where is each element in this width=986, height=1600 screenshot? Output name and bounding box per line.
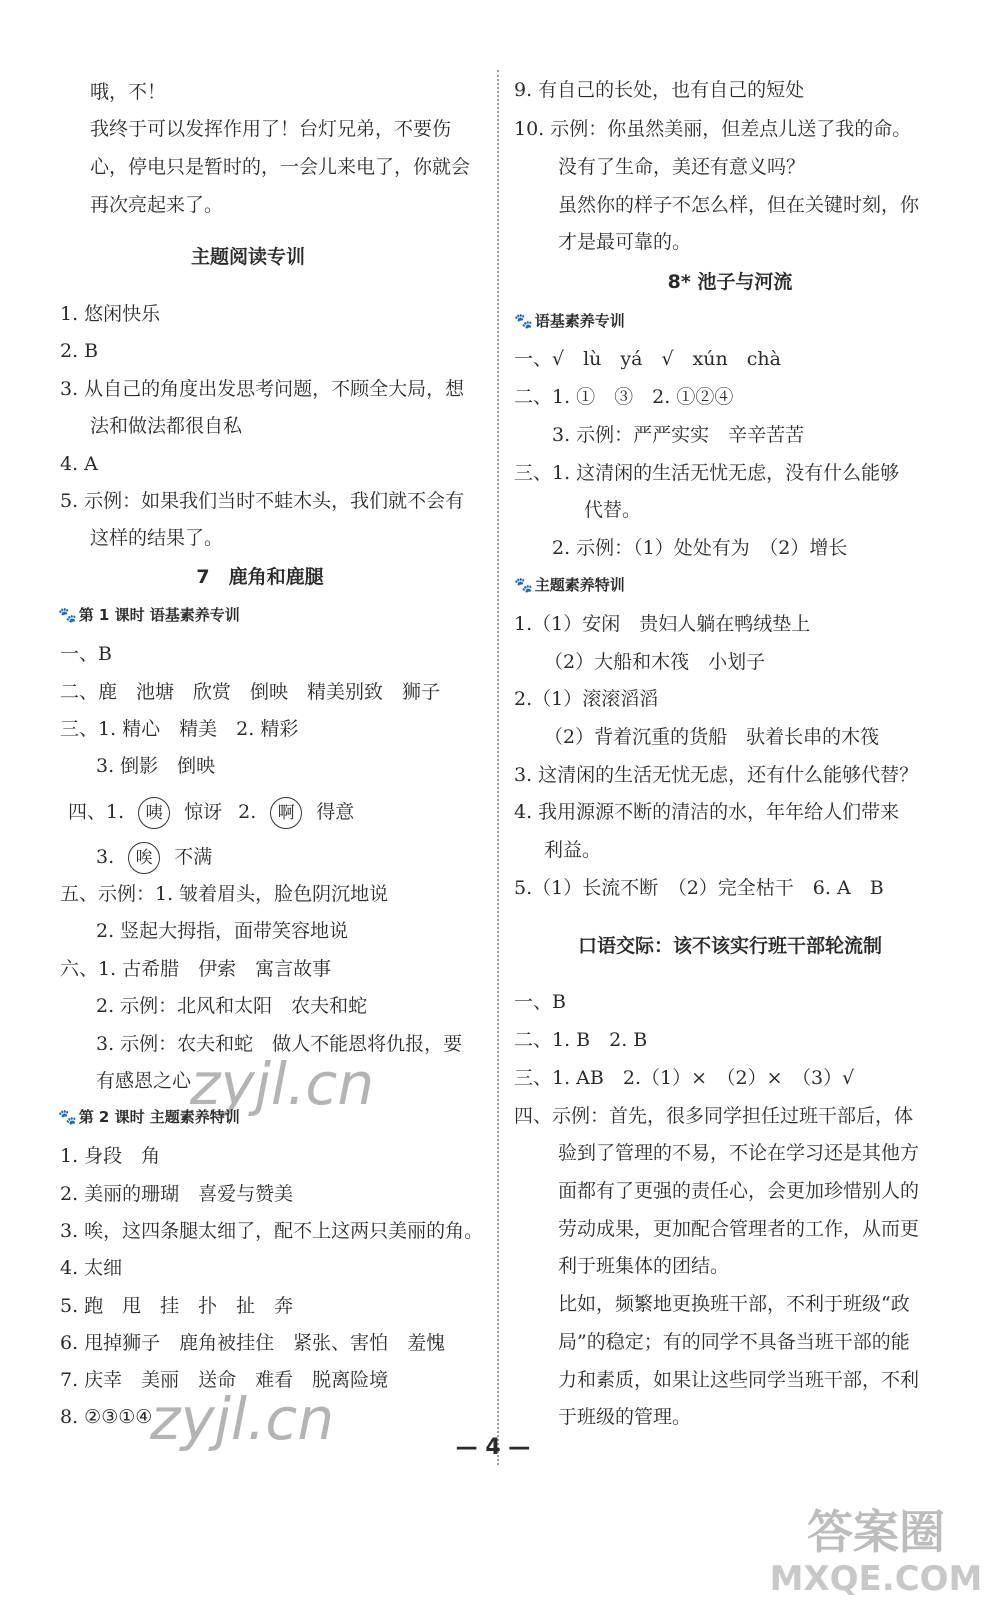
answer-line-circled <box>88 842 220 874</box>
answer-line: 10. 示例：你虽然美丽，但差点儿送了我的命。 <box>514 118 912 140</box>
answer-line: 有感恩之心 <box>96 1070 192 1092</box>
answer-line: 2. 美丽的珊瑚 喜爱与赞美 <box>60 1183 294 1205</box>
answer-line: 代替。 <box>584 499 642 521</box>
answer-line-circled <box>60 797 362 829</box>
answer-line: 9. 有自己的长处，也有自己的短处 <box>514 79 805 101</box>
answer-line: 3. 从自己的角度出发思考问题，不顾全大局，想 <box>60 378 465 400</box>
section-title: 主题阅读专训 <box>190 246 305 268</box>
answer-line: 2. 竖起大拇指，面带笑容地说 <box>96 920 349 942</box>
answer-line: 验到了管理的不易，不论在学习还是其他方 <box>558 1142 920 1164</box>
answer-line: 三、1. 精心 精美 2. 精彩 <box>60 718 299 740</box>
section-subtitle-text: 第 2 课时 主题素养特训 <box>78 1108 240 1126</box>
answer-line: 才是最可靠的。 <box>558 231 692 253</box>
answer-line: 3. 示例：农夫和蛇 做人不能恩将仇报，要 <box>96 1033 463 1055</box>
answer-line: 1. 悠闲快乐 <box>60 303 161 325</box>
answer-text: 四、1. <box>68 801 125 823</box>
answer-text: 不满 <box>174 846 213 868</box>
answer-line: 利于班集体的团结。 <box>558 1255 730 1277</box>
watermark-2: zyjl.cn <box>150 1385 335 1453</box>
answer-line: 一、B <box>60 643 112 665</box>
answer-line: 心，停电只是暂时的，一会儿来电了，你就会 <box>90 156 471 178</box>
answer-line: 4. A <box>60 453 98 475</box>
answer-line: 一、B <box>514 991 566 1013</box>
answer-circle-logo <box>770 1490 982 1598</box>
answer-line: 3. 示例：严严实实 辛辛苦苦 <box>552 424 805 446</box>
answer-line: 6. 甩掉狮子 鹿角被挂住 紧张、害怕 羞愧 <box>60 1332 446 1354</box>
circled-character: 咦 <box>138 797 170 829</box>
answer-line: 劳动成果，更加配合管理者的工作，从而更 <box>558 1218 920 1240</box>
column-divider <box>497 70 499 1465</box>
answer-line: 7. 庆幸 美丽 送命 难看 脱离险境 <box>60 1369 389 1391</box>
answer-line: 1. 身段 角 <box>60 1145 161 1167</box>
logo-text-en: MXQE.COM <box>770 1559 982 1598</box>
answer-line: 4. 我用源源不断的清洁的水，年年给人们带来 <box>514 801 900 823</box>
answer-line: 再次亮起来了。 <box>90 194 224 216</box>
paw-icon: 🐾 <box>58 1108 77 1126</box>
paw-icon: 🐾 <box>58 606 77 624</box>
answer-line: 二、1. ① ③ 2. ①②④ <box>514 386 734 408</box>
paw-icon: 🐾 <box>514 312 533 330</box>
answer-line: 虽然你的样子不怎么样，但在关键时刻，你 <box>558 194 920 216</box>
answer-line: 三、1. AB 2.（1）× （2）× （3）√ <box>514 1067 855 1089</box>
paw-icon: 🐾 <box>514 576 533 594</box>
answer-line: 2. 示例：（1）处处有为 （2）增长 <box>552 537 848 559</box>
answer-line: 4. 太细 <box>60 1257 123 1279</box>
section-subtitle-text: 第 1 课时 语基素养专训 <box>78 606 240 624</box>
answer-line: 哦，不！ <box>90 81 167 103</box>
answer-line: 3. 唉，这四条腿太细了，配不上这两只美丽的角。 <box>60 1220 484 1242</box>
circled-character: 啊 <box>270 797 302 829</box>
circled-character: 唉 <box>128 842 160 874</box>
answer-line: （2）背着沉重的货船 驮着长串的木筏 <box>544 726 880 748</box>
answer-line: 三、1. 这清闲的生活无忧无虑，没有什么能够 <box>514 462 900 484</box>
watermark-1: zyjl.cn <box>190 1050 375 1118</box>
answer-line: 5.（1）长流不断 （2）完全枯干 6. A B <box>514 877 884 899</box>
answer-line: 二、1. B 2. B <box>514 1029 648 1051</box>
answer-line: 二、鹿 池塘 欣赏 倒映 精美别致 狮子 <box>60 681 441 703</box>
answer-line: 力和素质，如果让这些同学当班干部，不利 <box>558 1369 920 1391</box>
answer-line: 我终于可以发挥作用了！台灯兄弟，不要伤 <box>90 118 452 140</box>
answer-line: 2. B <box>60 340 99 362</box>
answer-line: 四、示例：首先，很多同学担任过班干部后，体 <box>514 1105 914 1127</box>
answer-line: 2.（1）滚滚滔滔 <box>514 688 659 710</box>
answer-line: （2）大船和木筏 小划子 <box>544 651 766 673</box>
section-title: 口语交际：该不该实行班干部轮流制 <box>577 935 882 957</box>
section-title: 8* 池子与河流 <box>667 271 793 293</box>
answer-line: 六、1. 古希腊 伊索 寓言故事 <box>60 958 332 980</box>
section-subtitle <box>514 310 625 332</box>
answer-line: 于班级的管理。 <box>558 1406 692 1428</box>
answer-line: 2. 示例：北风和太阳 农夫和蛇 <box>96 995 368 1017</box>
answer-line: 局”的稳定；有的同学不具备当班干部的能 <box>558 1331 910 1353</box>
answer-line: 8. ②③①④ <box>60 1406 153 1428</box>
answer-line: 这样的结果了。 <box>90 527 224 549</box>
answer-line: 五、示例：1. 皱着眉头，脸色阴沉地说 <box>60 883 389 905</box>
answer-text: 2. <box>238 801 257 823</box>
answer-line: 面都有了更强的责任心，会更加珍惜别人的 <box>558 1180 920 1202</box>
answer-text: 得意 <box>316 801 355 823</box>
section-title: 7 鹿角和鹿腿 <box>196 566 324 588</box>
answer-line: 一、√ lù yá √ xún chà <box>514 348 781 370</box>
answer-line: 没有了生命，美还有意义吗？ <box>558 156 806 178</box>
answer-text: 3. <box>96 846 115 868</box>
section-subtitle <box>514 574 625 596</box>
answer-text: 惊讶 <box>184 801 223 823</box>
section-subtitle-text: 语基素养专训 <box>534 312 625 330</box>
answer-line: 5. 跑 甩 挂 扑 扯 奔 <box>60 1295 294 1317</box>
section-subtitle-text: 主题素养特训 <box>534 576 625 594</box>
answer-line: 5. 示例：如果我们当时不蛙木头，我们就不会有 <box>60 490 465 512</box>
answer-line: 比如，频繁地更换班干部，不利于班级“政 <box>558 1293 910 1315</box>
answer-line: 利益。 <box>544 839 602 861</box>
answer-line: 法和做法都很自私 <box>90 415 243 437</box>
page-number: — 4 — <box>455 1435 531 1460</box>
answer-line: 1.（1）安闲 贵妇人躺在鸭绒垫上 <box>514 613 811 635</box>
section-subtitle <box>58 604 240 626</box>
logo-text-cn: 答案圈 <box>807 1505 945 1559</box>
answer-line: 3. 倒影 倒映 <box>96 755 216 777</box>
answer-line: 3. 这清闲的生活无忧无虑，还有什么能够代替？ <box>514 764 919 786</box>
